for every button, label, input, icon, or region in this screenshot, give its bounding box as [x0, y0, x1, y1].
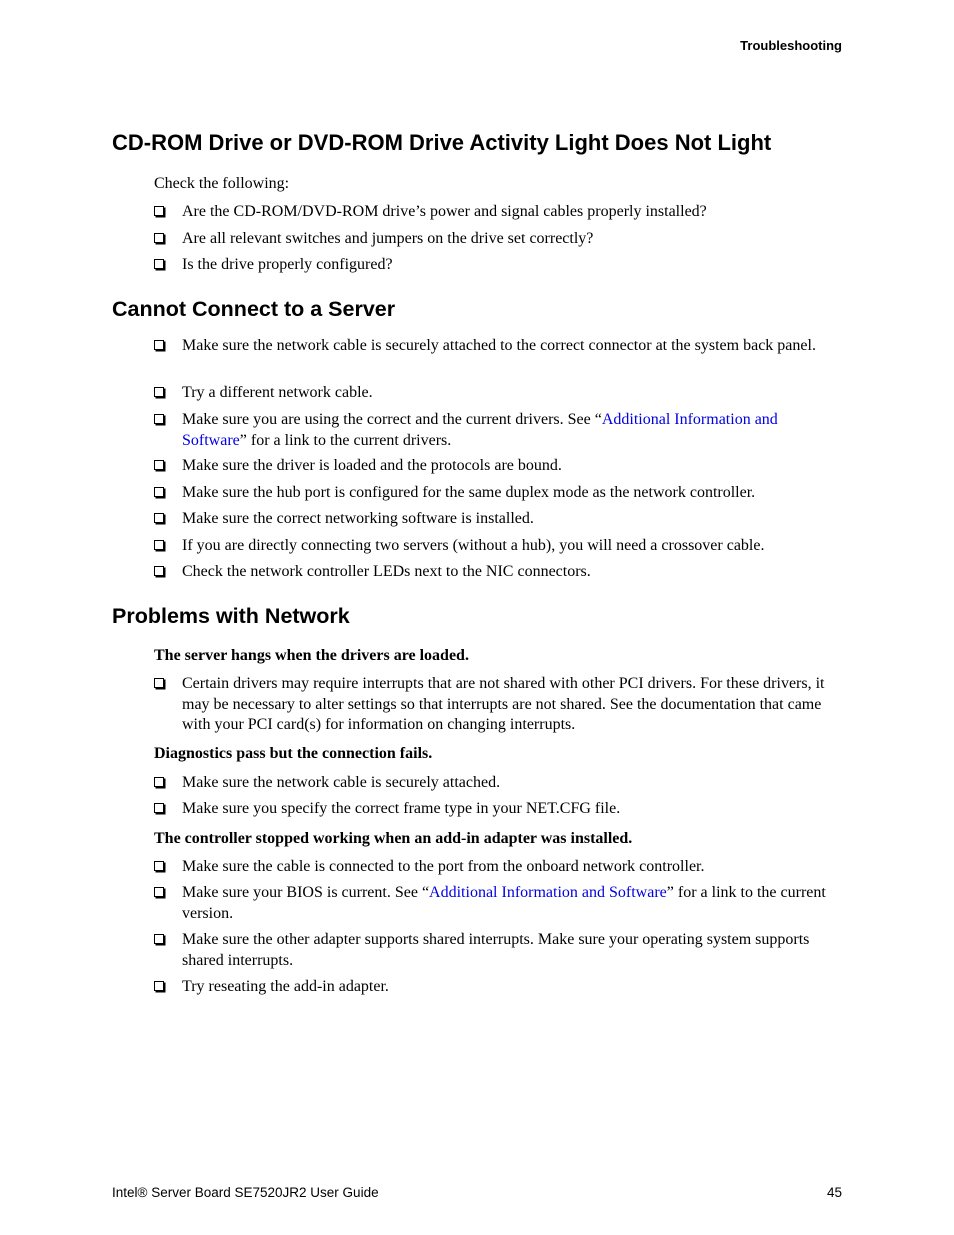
list-item: Try a different network cable. — [154, 383, 826, 404]
list-item: Make sure the network cable is securely attached. — [154, 773, 826, 794]
section-title-cdrom: CD-ROM Drive or DVD-ROM Drive Activity Light Does Not Light — [112, 130, 772, 155]
checkbox-bullet-icon — [154, 233, 164, 243]
intro-text: Check the following: — [154, 175, 290, 192]
additional-info-link[interactable]: Additional Information and Software — [182, 411, 778, 449]
checkbox-bullet-icon — [154, 414, 164, 424]
checkbox-bullet-icon — [154, 566, 164, 576]
list-item: Check the network controller LEDs next to the NIC connectors. — [154, 562, 826, 583]
checkbox-bullet-icon — [154, 934, 164, 944]
checkbox-bullet-icon — [154, 861, 164, 871]
footer-guide-title: Intel® Server Board SE7520JR2 User Guide — [112, 1185, 379, 1200]
list-item: Make sure the cable is connected to the port from the onboard network controller. — [154, 857, 826, 878]
list-item: Make sure you are using the correct and the current drivers. See “Additional Information and Software” for a link to the current drivers. — [154, 410, 826, 451]
list-item: Try reseating the add-in adapter. — [154, 977, 826, 998]
checkbox-bullet-icon — [154, 206, 164, 216]
section-title-network: Problems with Network — [112, 604, 350, 628]
list-item: Certain drivers may require interrupts that are not shared with other PCI drivers. For these drivers, it may be necessary to alter settings so that interrupts are not shared. See the documentation that came with your PCI card(s) for information on changing interrupts. — [154, 674, 826, 736]
checkbox-bullet-icon — [154, 540, 164, 550]
checkbox-bullet-icon — [154, 340, 164, 350]
list-item: Make sure the other adapter supports shared interrupts. Make sure your operating system supports shared interrupts. — [154, 930, 826, 971]
checkbox-bullet-icon — [154, 513, 164, 523]
checkbox-bullet-icon — [154, 981, 164, 991]
checkbox-bullet-icon — [154, 460, 164, 470]
running-header: Troubleshooting — [740, 38, 842, 53]
list-item: Make sure the correct networking software is installed. — [154, 509, 826, 530]
checkbox-bullet-icon — [154, 777, 164, 787]
checkbox-bullet-icon — [154, 678, 164, 688]
page-number: 45 — [826, 1185, 842, 1200]
list-item: Make sure you specify the correct frame type in your NET.CFG file. — [154, 799, 826, 820]
checkbox-bullet-icon — [154, 387, 164, 397]
checkbox-bullet-icon — [154, 803, 164, 813]
section-title-server: Cannot Connect to a Server — [112, 297, 396, 321]
checkbox-bullet-icon — [154, 887, 164, 897]
checkbox-bullet-icon — [154, 487, 164, 497]
list-item: Are all relevant switches and jumpers on the drive set correctly? — [154, 229, 826, 250]
list-item: Make sure the hub port is configured for the same duplex mode as the network controller. — [154, 483, 826, 504]
list-item: If you are directly connecting two servers (without a hub), you will need a crossover cable. — [154, 536, 826, 557]
list-item: Make sure your BIOS is current. See “Additional Information and Software” for a link to the current version. — [154, 883, 826, 924]
list-item: Is the drive properly configured? — [154, 255, 826, 276]
list-item: Make sure the network cable is securely attached to the correct connector at the system back panel. — [154, 336, 826, 357]
subheading: The controller stopped working when an add-in adapter was installed. — [154, 830, 633, 847]
list-item: Make sure the driver is loaded and the protocols are bound. — [154, 456, 826, 477]
subheading: Diagnostics pass but the connection fails. — [154, 745, 433, 762]
additional-info-link[interactable]: Additional Information and Software — [429, 884, 667, 901]
subheading: The server hangs when the drivers are loaded. — [154, 647, 469, 664]
checkbox-bullet-icon — [154, 259, 164, 269]
list-item: Are the CD-ROM/DVD-ROM drive’s power and signal cables properly installed? — [154, 202, 826, 223]
